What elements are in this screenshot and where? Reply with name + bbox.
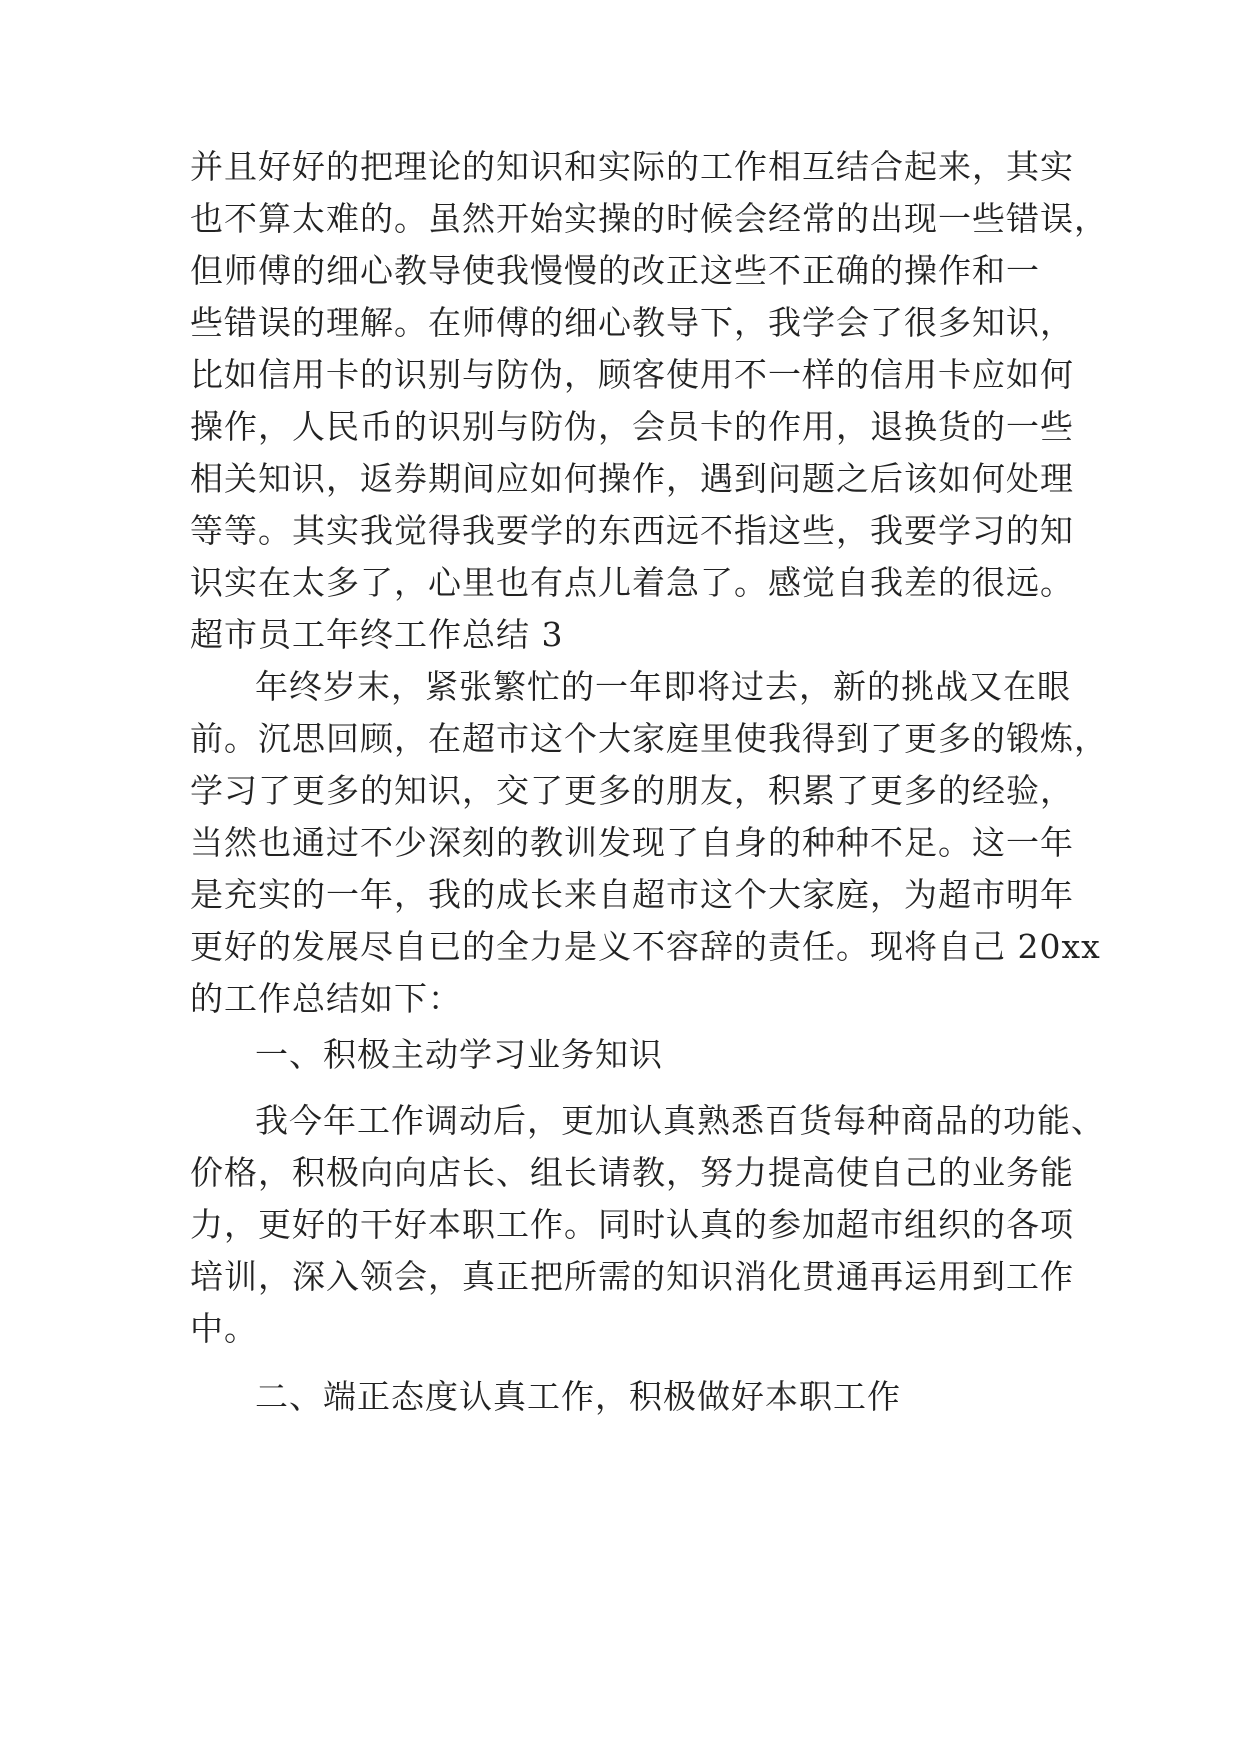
paragraph-line: 培训，深入领会，真正把所需的知识消化贯通再运用到工作 [190, 1257, 1074, 1296]
paragraph-line: 力，更好的干好本职工作。同时认真的参加超市组织的各项 [190, 1205, 1074, 1244]
paragraph-line: 的工作总结如下： [190, 979, 462, 1018]
paragraph-line: 我今年工作调动后，更加认真熟悉百货每种商品的功能、 [255, 1101, 1105, 1140]
paragraph-line: 当然也通过不少深刻的教训发现了自身的种种不足。这一年 [190, 823, 1074, 862]
section-heading: 二、端正态度认真工作，积极做好本职工作 [255, 1377, 901, 1416]
paragraph-line: 操作，人民币的识别与防伪，会员卡的作用，退换货的一些 [190, 407, 1074, 446]
paragraph-line: 中。 [190, 1309, 258, 1348]
paragraph-line: 识实在太多了，心里也有点儿着急了。感觉自我差的很远。 [190, 563, 1074, 602]
paragraph-line: 比如信用卡的识别与防伪，顾客使用不一样的信用卡应如何 [190, 355, 1074, 394]
paragraph-line: 并且好好的把理论的知识和实际的工作相互结合起来，其实 [190, 147, 1074, 186]
paragraph-line: 也不算太难的。虽然开始实操的时候会经常的出现一些错误， [190, 199, 1108, 238]
paragraph-line: 价格，积极向向店长、组长请教，努力提高使自己的业务能 [190, 1153, 1074, 1192]
paragraph-line: 更好的发展尽自已的全力是义不容辞的责任。现将自己 20xx [190, 927, 1101, 966]
section-heading: 一、积极主动学习业务知识 [255, 1035, 663, 1074]
paragraph-line: 相关知识，返券期间应如何操作，遇到问题之后该如何处理 [190, 459, 1074, 498]
paragraph-line: 些错误的理解。在师傅的细心教导下，我学会了很多知识， [190, 303, 1074, 342]
section-title: 超市员工年终工作总结 3 [190, 615, 564, 654]
paragraph-line: 前。沉思回顾，在超市这个大家庭里使我得到了更多的锻炼， [190, 719, 1108, 758]
paragraph-line: 是充实的一年，我的成长来自超市这个大家庭，为超市明年 [190, 875, 1074, 914]
paragraph-line: 但师傅的细心教导使我慢慢的改正这些不正确的操作和一 [190, 251, 1040, 290]
paragraph-line: 学习了更多的知识，交了更多的朋友，积累了更多的经验， [190, 771, 1074, 810]
paragraph-line: 年终岁末，紧张繁忙的一年即将过去，新的挑战又在眼 [255, 667, 1071, 706]
paragraph-line: 等等。其实我觉得我要学的东西远不指这些，我要学习的知 [190, 511, 1074, 550]
